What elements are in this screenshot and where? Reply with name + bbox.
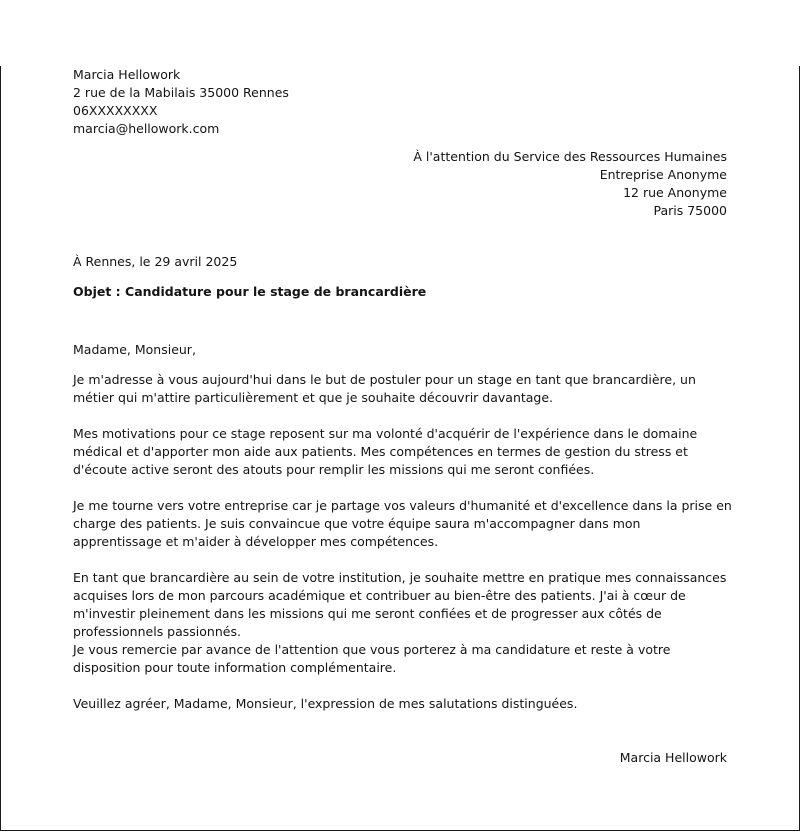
sender-name: Marcia Hellowork xyxy=(73,67,181,82)
recipient-attention: À l'attention du Service des Ressources Humaines xyxy=(413,149,727,164)
sender-address: 2 rue de la Mabilais 35000 Rennes xyxy=(73,85,289,100)
recipient-company: Entreprise Anonyme xyxy=(599,167,727,182)
recipient-city: Paris 75000 xyxy=(653,203,727,218)
signature: Marcia Hellowork xyxy=(619,750,727,765)
paragraph-2: Mes motivations pour ce stage reposent sur ma volonté d'acquérir de l'expérience dans le domaine médical et d'apporter mon aide aux patients. Mes compétences en termes de gestion du stress et d'écoute active seront des atouts pour remplir les missions qui me seront confiées. xyxy=(73,426,698,477)
salutation: Madame, Monsieur, xyxy=(73,342,196,357)
top-toolbar-area xyxy=(0,0,800,66)
paragraph-1: Je m'adresse à vous aujourd'hui dans le but de postuler pour un stage en tant que brancardière, un métier qui m'attire particulièrement et que je souhaite découvrir davantage. xyxy=(73,372,696,405)
closing-line: Veuillez agréer, Madame, Monsieur, l'expression de mes salutations distinguées. xyxy=(73,696,578,711)
date-line: À Rennes, le 29 avril 2025 xyxy=(73,254,238,269)
sender-phone: 06XXXXXXXX xyxy=(73,103,158,118)
paragraph-3: Je me tourne vers votre entreprise car je partage vos valeurs d'humanité et d'excellence dans la prise en charge des patients. Je suis convaincue que votre équipe saura m'accompagner dans mon apprentissage et m'aider à développer mes compétences. xyxy=(73,498,732,549)
letter-page xyxy=(0,66,800,831)
sender-email: marcia@hellowork.com xyxy=(73,121,220,136)
recipient-block xyxy=(413,148,727,220)
paragraph-4: En tant que brancardière au sein de votre institution, je souhaite mettre en pratique mes connaissances acquises lors de mon parcours académique et contribuer au bien-être des patients. J'ai à cœur de m'investir pleinement dans les missions qui me seront confiées et de progresser aux côtés de professionnels passionnés. xyxy=(73,570,727,639)
subject-line: Objet : Candidature pour le stage de brancardière xyxy=(73,284,427,299)
paragraph-5: Je vous remercie par avance de l'attention que vous porterez à ma candidature et reste à votre disposition pour toute information complémentaire. xyxy=(73,642,671,675)
recipient-street: 12 rue Anonyme xyxy=(623,185,727,200)
sender-block xyxy=(73,66,289,138)
